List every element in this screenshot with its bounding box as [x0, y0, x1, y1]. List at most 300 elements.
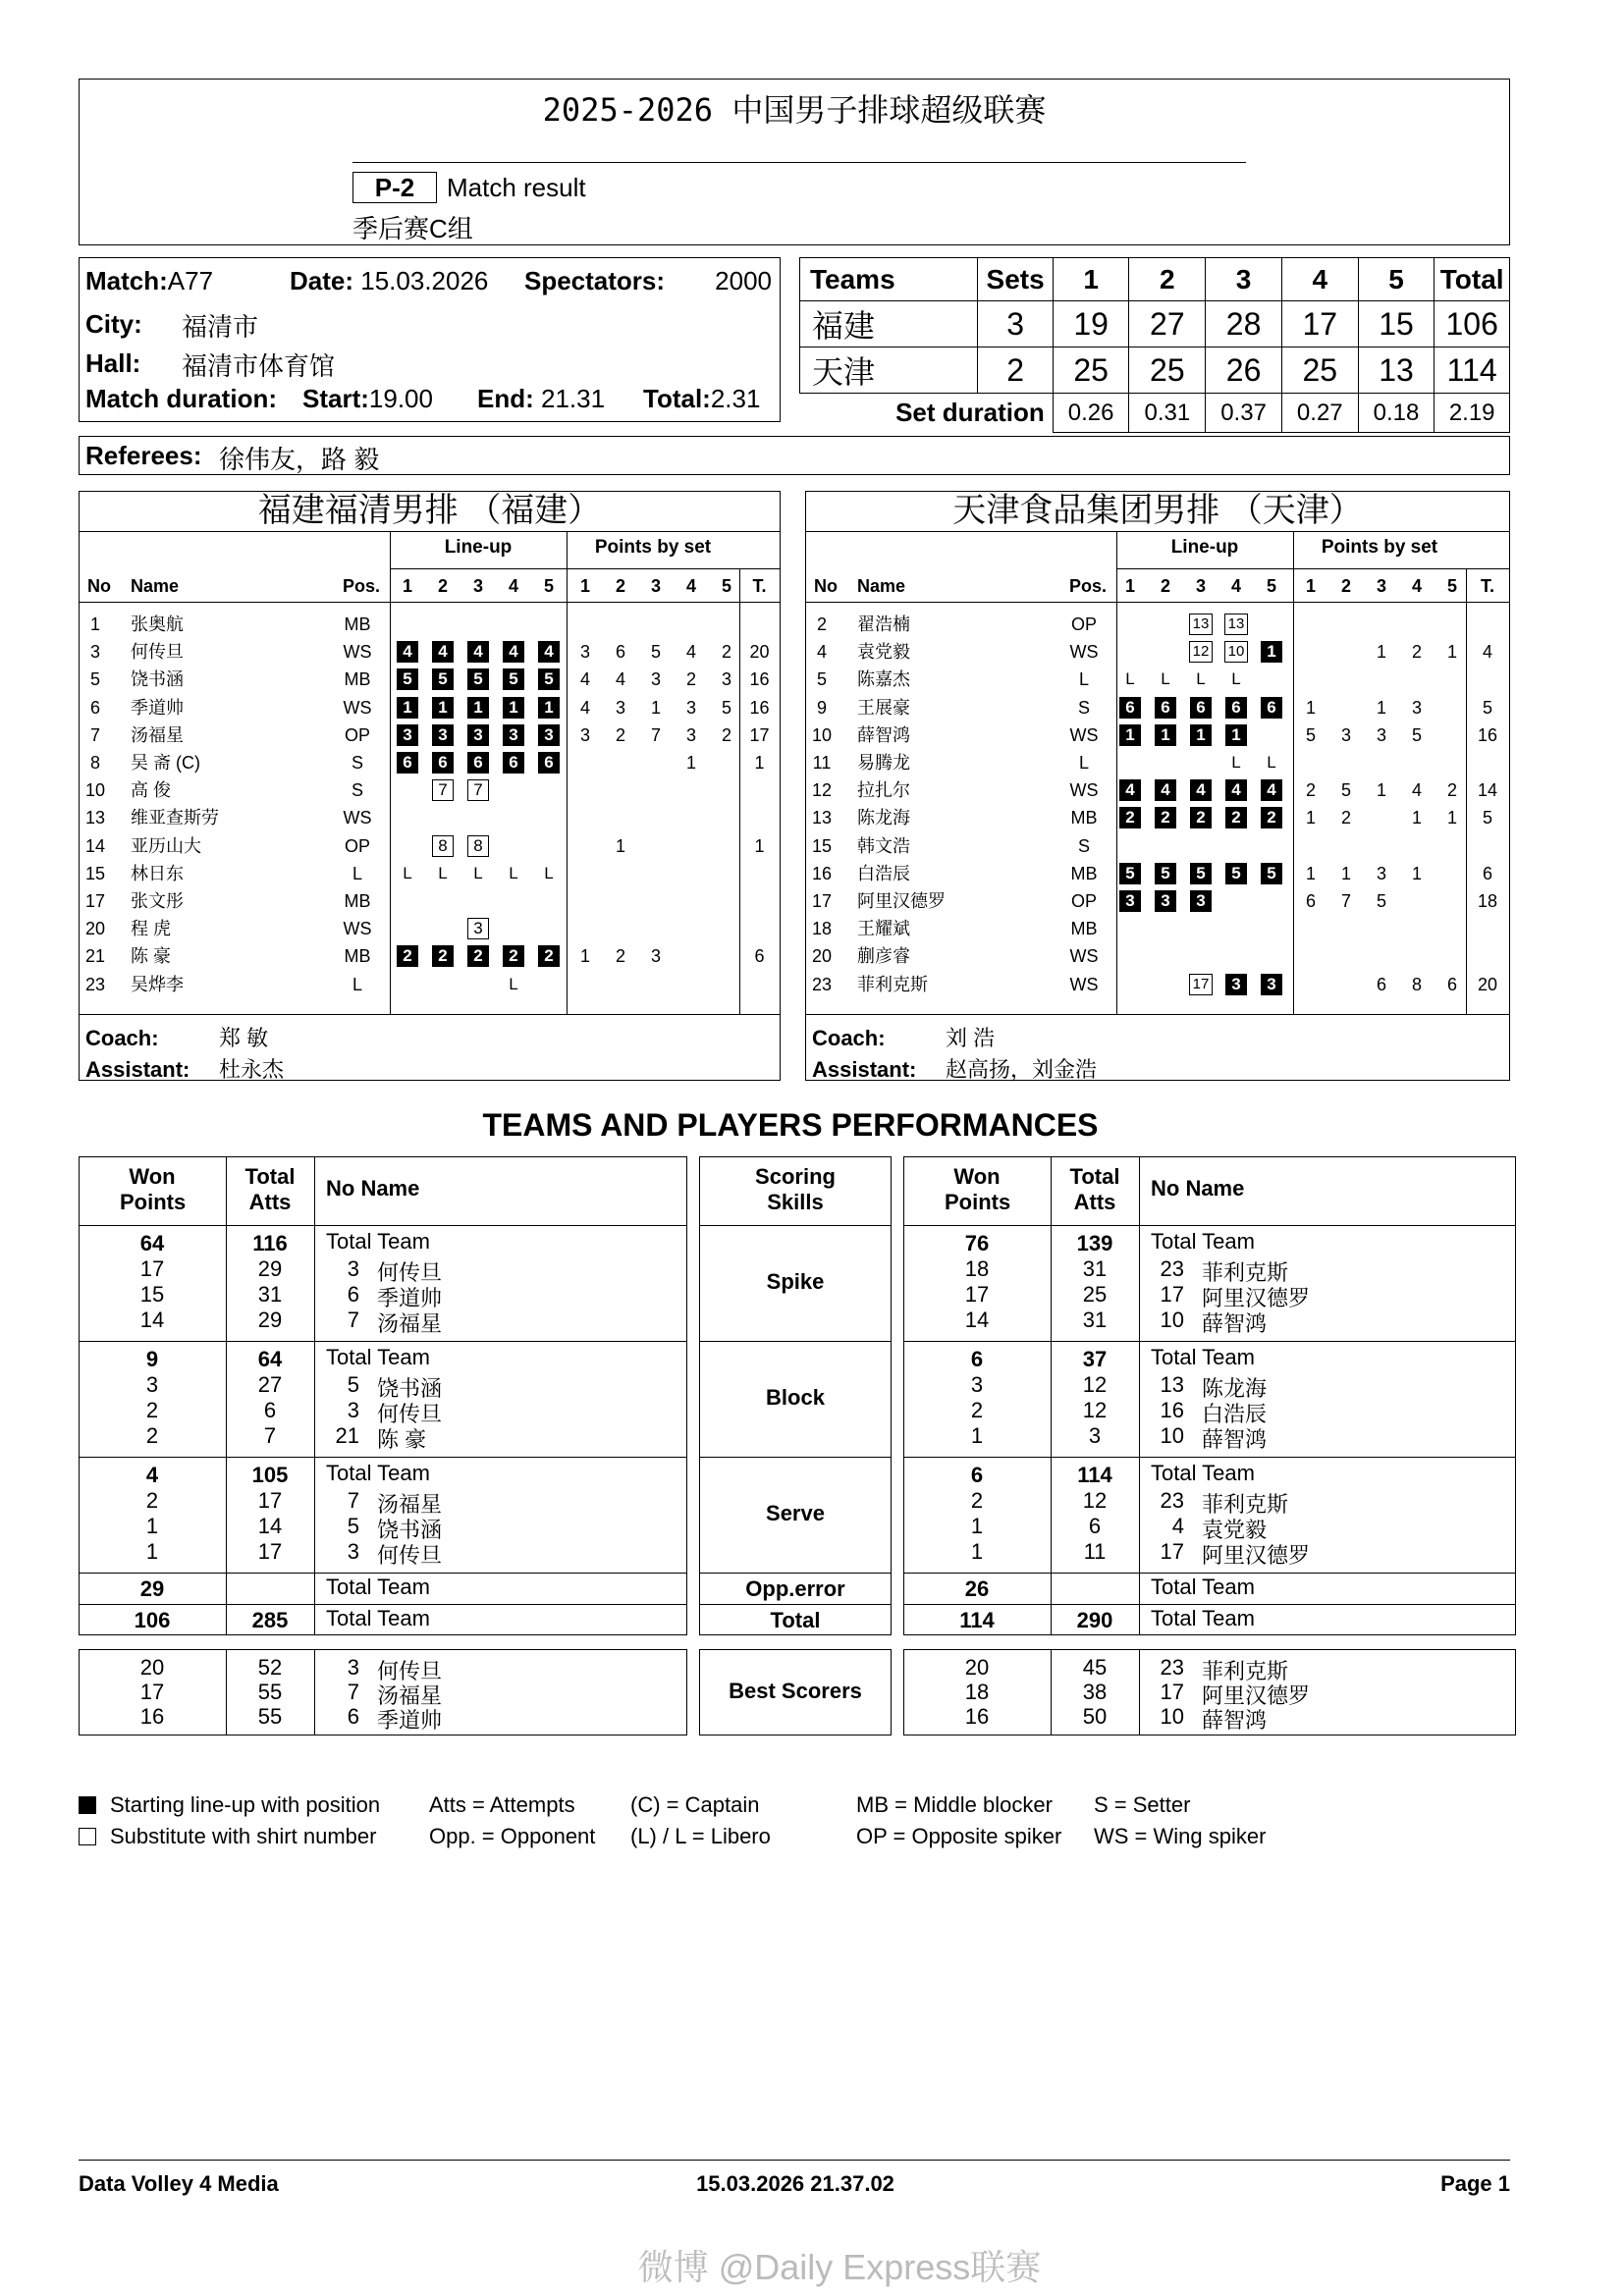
lineup-marker [432, 752, 454, 774]
col-header-lineup-set: 3 [1195, 576, 1206, 596]
player-position: S [1077, 835, 1090, 856]
lineup-marker [467, 835, 489, 857]
player-name: 王展豪 [857, 697, 910, 718]
player-number: 23 [84, 974, 106, 994]
player-number: 7 [89, 724, 100, 745]
set-points: 6 [1446, 974, 1457, 994]
total-atts-header: Total Atts [1069, 1164, 1120, 1214]
set-points: 1 [1305, 808, 1316, 828]
lineup-marker [503, 668, 524, 690]
legend-libero: (L) / L = Libero [630, 1824, 771, 1848]
lineup-marker [503, 974, 524, 995]
col-header-no: No [814, 576, 838, 596]
lineup-marker [1225, 724, 1247, 746]
lineup-marker [1119, 697, 1141, 719]
lineup-marker [538, 668, 560, 690]
lineup-marker-value: 2 [1125, 808, 1135, 828]
best-scorer-attempts: 38 [1082, 1680, 1108, 1704]
set-points: 5 [1376, 891, 1386, 911]
col-header-lineup-set: 1 [1124, 576, 1135, 596]
player-position: WS [343, 808, 372, 828]
legend-opp: Opp. = Opponent [429, 1824, 596, 1848]
lineup-marker [1190, 807, 1212, 828]
set-duration: 0.31 [1129, 394, 1206, 433]
legend-starting: Starting line-up with position [110, 1792, 381, 1817]
set-points: 4 [615, 669, 625, 690]
roster-rule [390, 531, 391, 1014]
total-attempts: 116 [252, 1231, 288, 1255]
table-rule [699, 1604, 892, 1605]
lineup-marker-value: 2 [1231, 808, 1241, 828]
lineup-marker [1261, 752, 1282, 774]
lineup-marker [503, 641, 524, 663]
set-points: 3 [1411, 697, 1422, 718]
lineup-marker-value: L [438, 863, 448, 882]
best-scorer-attempts: 52 [257, 1655, 283, 1680]
player-number: 16 [1160, 1398, 1184, 1422]
total-attempts: 139 [1076, 1231, 1113, 1255]
lineup-marker [1261, 697, 1282, 719]
set-points: 2 [1446, 780, 1457, 801]
player-number: 21 [84, 946, 106, 967]
player-name: 拉扎尔 [857, 780, 910, 801]
set-duration: 0.26 [1053, 394, 1129, 433]
city-label: City: [85, 309, 142, 339]
set-points: 2 [685, 669, 696, 690]
best-scorer-points: 17 [139, 1680, 165, 1704]
score-header-set3: 3 [1206, 258, 1282, 301]
lineup-marker [467, 668, 489, 690]
won-points: 2 [970, 1488, 984, 1513]
total-attempts: 25 [1082, 1282, 1108, 1307]
col-header-lineup-set: 5 [1266, 576, 1276, 596]
lineup-marker [1225, 807, 1247, 828]
lineup-marker-value: 1 [1125, 724, 1135, 744]
col-header-total: T. [752, 576, 767, 596]
player-number: 16 [811, 863, 833, 883]
set-points: 3 [721, 669, 731, 690]
coach-label: Coach: [85, 1026, 159, 1050]
player-name: 张奥航 [131, 614, 184, 634]
set-points: 1 [1446, 808, 1457, 828]
player-name: 陈 豪 [377, 1427, 427, 1452]
player-name: 菲利克斯 [857, 974, 928, 994]
total-attempts: 12 [1082, 1488, 1108, 1513]
player-number: 23 [1160, 1256, 1184, 1281]
legend-op: OP = Opposite spiker [856, 1824, 1062, 1848]
lineup-marker-value: 8 [473, 835, 483, 855]
player-number: 2 [816, 614, 827, 634]
player-name: 袁党毅 [1202, 1518, 1268, 1542]
player-position: S [351, 780, 363, 801]
total-attempts: 31 [1082, 1256, 1108, 1281]
table-rule [79, 1341, 687, 1342]
player-total-points: 1 [754, 835, 765, 856]
player-total-points: 20 [749, 642, 770, 663]
won-points: 6 [970, 1463, 984, 1487]
set-points: 4 [579, 697, 590, 718]
col-header-points-set: 2 [615, 576, 625, 596]
won-points: 9 [145, 1347, 159, 1371]
lineup-marker [432, 641, 454, 663]
page-title: 2025-2026 中国男子排球超级联赛 [542, 91, 1047, 129]
lineup-marker-value: L [544, 863, 554, 882]
set-points: 1 [650, 697, 661, 718]
set-points: 3 [615, 697, 625, 718]
total-atts: 290 [1076, 1608, 1113, 1632]
lineup-marker [1225, 668, 1247, 690]
player-name: 林日东 [131, 863, 184, 883]
footer-timestamp: 15.03.2026 21.37.02 [696, 2171, 894, 2196]
lineup-marker-value: 5 [509, 669, 518, 689]
lineup-marker [397, 752, 418, 774]
lineup-marker [1224, 614, 1248, 635]
player-position: MB [1070, 863, 1098, 883]
player-position: WS [1069, 642, 1099, 663]
set-duration-label: Set duration [800, 394, 1054, 433]
best-scorer-points: 20 [964, 1655, 990, 1680]
player-name: 薛智鸿 [1202, 1708, 1268, 1733]
match-start: Start:19.00 [302, 384, 433, 413]
player-total-points: 18 [1477, 891, 1498, 911]
city-value: 福清市 [182, 312, 259, 342]
lineup-marker-value: 3 [1125, 891, 1135, 910]
match-info-box [79, 257, 781, 422]
skill-label: Spike [766, 1269, 825, 1294]
player-position: L [352, 974, 362, 994]
player-position: MB [344, 669, 371, 690]
total-team-label: Total Team [1151, 1461, 1255, 1485]
won-points: 17 [139, 1256, 165, 1281]
lineup-marker [1261, 779, 1282, 801]
player-number: 5 [347, 1372, 359, 1397]
best-scorer-attempts: 55 [257, 1704, 283, 1729]
player-name: 易腾龙 [857, 753, 910, 773]
player-position: MB [344, 891, 371, 911]
score-team-name: 福建 [800, 301, 978, 347]
watermark: 微博 @Daily Express联赛 [637, 2247, 1042, 2287]
coach-name: 刘 浩 [946, 1026, 996, 1050]
won-points: 4 [145, 1463, 159, 1487]
player-name: 汤福星 [377, 1683, 443, 1708]
scoreboard [799, 257, 1510, 433]
won-points: 1 [970, 1514, 984, 1538]
phase-label: 季后赛C组 [352, 214, 473, 243]
lineup-marker-value: 2 [1267, 808, 1276, 828]
col-header-points-set: 3 [1376, 576, 1386, 596]
player-number: 8 [89, 753, 100, 773]
lineup-marker [1261, 641, 1282, 663]
lineup-header: Line-up [444, 537, 513, 558]
won-points-header: Won Points [945, 1164, 1011, 1214]
legend-substitute: Substitute with shirt number [110, 1824, 377, 1848]
table-rule [903, 1573, 1516, 1574]
lineup-marker-value: 5 [544, 669, 554, 689]
player-name: 何传旦 [377, 1543, 443, 1568]
report-code: P-2 [352, 172, 437, 203]
player-position: OP [1070, 614, 1097, 634]
score-sets: 3 [978, 301, 1053, 347]
won-points-header: Won Points [120, 1164, 187, 1214]
lineup-marker [432, 945, 454, 967]
player-number: 4 [816, 642, 827, 663]
lineup-marker-value: 3 [1161, 891, 1170, 910]
lineup-marker [538, 641, 560, 663]
lineup-marker [538, 697, 560, 719]
set-points: 5 [1305, 724, 1316, 745]
player-number: 13 [811, 808, 833, 828]
lineup-marker-value: 4 [544, 642, 554, 662]
lineup-marker-value: 2 [1196, 808, 1206, 828]
match-total: Total:2.31 [643, 384, 761, 413]
player-number: 17 [1160, 1282, 1184, 1307]
lineup-marker [1189, 614, 1213, 635]
total-team-label: Total Team [326, 1229, 430, 1254]
player-name: 陈 豪 [131, 946, 172, 967]
roster-rule [80, 602, 780, 603]
lineup-marker-value: 5 [403, 669, 412, 689]
col-header-lineup-set: 4 [508, 576, 518, 596]
set-points: 1 [1446, 642, 1457, 663]
lineup-marker [538, 752, 560, 774]
set-points: 6 [1376, 974, 1386, 994]
total-team-label: Total Team [1151, 1229, 1255, 1254]
total-atts: 285 [251, 1608, 289, 1632]
set-duration: 0.27 [1281, 394, 1358, 433]
score-header-set1: 1 [1053, 258, 1129, 301]
lineup-marker-value: 17 [1192, 975, 1210, 992]
lineup-marker-value: 5 [1196, 863, 1206, 882]
lineup-marker [397, 945, 418, 967]
won-points: 15 [139, 1282, 165, 1307]
points-by-set-header: Points by set [1321, 537, 1438, 558]
player-number: 10 [1160, 1704, 1184, 1729]
skill-label: Serve [766, 1501, 825, 1525]
player-position: OP [344, 835, 370, 856]
hall-label: Hall: [85, 348, 141, 378]
lineup-marker-value: 3 [1196, 891, 1206, 910]
lineup-marker-value: 3 [1231, 974, 1241, 993]
lineup-marker-value: 6 [1267, 697, 1276, 717]
lineup-marker-value: 10 [1227, 643, 1245, 661]
opp-error-skill-label: Opp.error [745, 1576, 845, 1601]
skill-label: Block [766, 1385, 825, 1410]
lineup-marker [1225, 863, 1247, 884]
performance-title: TEAMS AND PLAYERS PERFORMANCES [482, 1107, 1099, 1143]
player-number: 23 [1160, 1655, 1184, 1680]
roster-rule [567, 531, 568, 1014]
col-header-lineup-set: 2 [437, 576, 448, 596]
player-number: 6 [89, 697, 100, 718]
lineup-marker [1225, 779, 1247, 801]
lineup-marker-value: 1 [509, 697, 518, 717]
roster-rule [390, 568, 780, 569]
player-number: 3 [89, 642, 100, 663]
total-attempts: 27 [257, 1372, 283, 1397]
lineup-marker [503, 752, 524, 774]
lineup-marker [1189, 974, 1213, 995]
player-name: 何传旦 [131, 642, 184, 663]
score-set-points: 28 [1206, 301, 1282, 347]
lineup-marker-value: 7 [473, 780, 483, 800]
lineup-marker-value: 6 [403, 753, 412, 772]
roster-away [805, 491, 1510, 1081]
player-number: 10 [811, 724, 833, 745]
player-name: 蒯彦睿 [857, 946, 910, 967]
lineup-marker-value: 5 [1267, 863, 1276, 882]
table-rule [903, 1604, 1516, 1605]
table-rule [79, 1457, 687, 1458]
no-name-header: No Name [1151, 1176, 1245, 1201]
set-duration: 0.18 [1358, 394, 1435, 433]
spectators-value: 2000 [715, 266, 772, 295]
lineup-marker [1261, 863, 1282, 884]
won-points: 2 [970, 1398, 984, 1422]
player-number: 3 [347, 1539, 359, 1564]
total-attempts: 37 [1082, 1347, 1108, 1371]
lineup-marker-value: 7 [438, 780, 448, 800]
lineup-marker [1155, 724, 1176, 746]
player-name: 阿里汉德罗 [1202, 1286, 1311, 1310]
set-points: 6 [1305, 891, 1316, 911]
won-points: 76 [964, 1231, 990, 1255]
lineup-marker-value: 5 [1161, 863, 1170, 882]
lineup-marker-value: 3 [473, 724, 483, 744]
set-points: 8 [1411, 974, 1422, 994]
player-name: 阿里汉德罗 [857, 891, 946, 911]
player-number: 6 [347, 1704, 359, 1729]
lineup-marker-value: 5 [1231, 863, 1241, 882]
lineup-marker [1155, 779, 1176, 801]
player-name: 维亚查斯劳 [131, 808, 219, 828]
player-number: 3 [347, 1655, 359, 1680]
lineup-marker [538, 724, 560, 746]
best-scorer-attempts: 45 [1082, 1655, 1108, 1680]
total-won: 106 [134, 1608, 171, 1632]
player-name: 亚历山大 [131, 835, 201, 856]
total-attempts: 17 [257, 1539, 283, 1564]
won-points: 14 [964, 1308, 990, 1332]
player-name: 何传旦 [377, 1659, 443, 1683]
lineup-marker-value: L [1231, 753, 1241, 772]
player-number: 3 [347, 1256, 359, 1281]
lineup-marker-value: 4 [438, 642, 448, 662]
col-header-points-set: 3 [650, 576, 661, 596]
substitute-swatch [79, 1828, 96, 1845]
player-name: 张文彤 [131, 891, 184, 911]
player-number: 10 [1160, 1423, 1184, 1448]
score-sets: 2 [978, 347, 1053, 394]
set-points: 3 [1376, 863, 1386, 883]
lineup-marker [467, 641, 489, 663]
player-name: 饶书涵 [377, 1518, 443, 1542]
starting-lineup-swatch [79, 1796, 96, 1814]
lineup-marker [432, 697, 454, 719]
spectators-label: Spectators: [524, 266, 666, 295]
lineup-marker-value: 4 [1267, 780, 1276, 800]
roster-team-name: 天津食品集团男排 （天津） [952, 492, 1363, 529]
set-points: 1 [1411, 863, 1422, 883]
set-points: 1 [579, 946, 590, 967]
lineup-marker [432, 835, 454, 857]
legend-mb: MB = Middle blocker [856, 1792, 1053, 1817]
lineup-marker-value: 4 [509, 642, 518, 662]
total-skill-label: Total [770, 1608, 821, 1632]
player-number: 18 [811, 919, 833, 939]
assistant-name: 杜永杰 [219, 1057, 285, 1082]
lineup-marker-value: 3 [509, 724, 518, 744]
lineup-marker-value: L [1267, 753, 1276, 772]
player-name: 饶书涵 [131, 669, 184, 690]
lineup-marker [1119, 724, 1141, 746]
score-set-points: 15 [1358, 301, 1435, 347]
won-points: 17 [964, 1282, 990, 1307]
lineup-marker-value: 1 [1161, 724, 1170, 744]
set-points: 2 [1411, 642, 1422, 663]
lineup-marker [1119, 779, 1141, 801]
lineup-marker-value: 5 [1125, 863, 1135, 882]
score-total: 106 [1435, 301, 1510, 347]
lineup-marker [503, 724, 524, 746]
set-points: 1 [1376, 642, 1386, 663]
lineup-marker [503, 863, 524, 884]
player-number: 13 [1160, 1372, 1184, 1397]
total-attempts: 3 [1088, 1423, 1102, 1448]
player-name: 阿里汉德罗 [1202, 1683, 1311, 1708]
best-scorer-attempts: 50 [1082, 1704, 1108, 1729]
table-rule [699, 1341, 892, 1342]
set-points: 5 [721, 697, 731, 718]
footer-rule [79, 2160, 1510, 2161]
lineup-marker [1261, 807, 1282, 828]
lineup-marker-value: 1 [1267, 642, 1276, 662]
lineup-marker-value: 4 [403, 642, 412, 662]
set-points: 3 [650, 669, 661, 690]
player-number: 23 [1160, 1488, 1184, 1513]
total-team-label: Total Team [326, 1345, 430, 1369]
player-name: 翟浩楠 [857, 614, 910, 634]
set-points: 1 [685, 753, 696, 773]
player-total-points: 20 [1477, 974, 1498, 994]
lineup-marker [538, 945, 560, 967]
col-header-lineup-set: 4 [1230, 576, 1241, 596]
score-header-set5: 5 [1358, 258, 1435, 301]
lineup-marker [1155, 807, 1176, 828]
total-label: Total Team [1151, 1606, 1255, 1630]
total-attempts: 64 [257, 1347, 283, 1371]
lineup-marker-value: 6 [1231, 697, 1241, 717]
lineup-marker-value: 2 [509, 946, 518, 966]
table-rule [79, 1225, 687, 1226]
lineup-marker [1155, 890, 1176, 912]
player-position: S [1077, 697, 1090, 718]
set-points: 3 [1376, 724, 1386, 745]
lineup-marker [467, 724, 489, 746]
lineup-marker-value: 6 [509, 753, 518, 772]
set-points: 1 [615, 835, 625, 856]
set-points: 2 [1340, 808, 1351, 828]
total-attempts: 14 [257, 1514, 283, 1538]
lineup-marker-value: 12 [1192, 643, 1210, 661]
score-header-set2: 2 [1129, 258, 1206, 301]
col-header-points-set: 5 [1446, 576, 1457, 596]
player-name: 阿里汉德罗 [1202, 1543, 1311, 1568]
lineup-marker [1190, 890, 1212, 912]
lineup-marker-value: 6 [1125, 697, 1135, 717]
set-points: 4 [1411, 780, 1422, 801]
player-name: 陈龙海 [1202, 1376, 1268, 1401]
player-name: 吴 斋 (C) [131, 753, 200, 773]
